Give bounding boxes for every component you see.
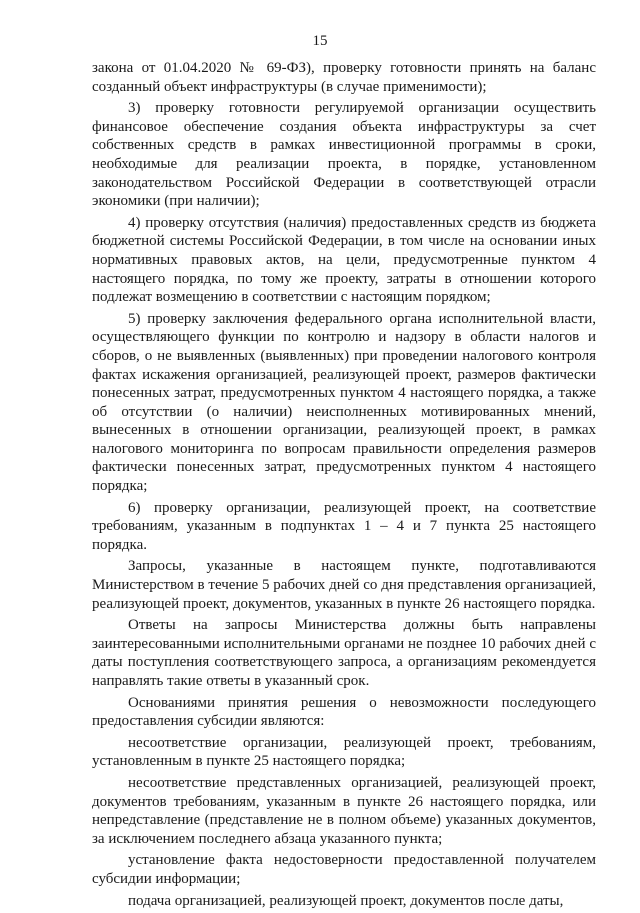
document-body (92, 59, 596, 913)
paragraph: несоответствие представленных организацией, реализующей проект, документов требованиям, указанным в пункте 26 настоящего порядка, или непредставление (представление не в полном объеме) указанных документов, за исключением последнего абзаца указанного пункта; (92, 774, 596, 847)
paragraph: 5) проверку заключения федерального органа исполнительной власти, осуществляющего функции по контролю и надзору в области налогов и сборов, о не выявленных (выявленных) при проведении налогового контроля фактах искажения организацией, реализующей проект, размеров фактически понесенных затрат, предусмотренных пунктом 4 настоящего порядка, а также об отсутствии (о наличии) неисполненных мотивированных мнений, вынесенных в отношении организации, реализующей проект, в рамках налогового мониторинга по вопросам правильности определения размеров фактически понесенных затрат, предусмотренных пунктом 4 настоящего порядка; (92, 310, 596, 495)
paragraph: подача организацией, реализующей проект, документов после даты, (128, 892, 564, 909)
paragraph: Ответы на запросы Министерства должны быть направлены заинтересованными исполнительными органами не позднее 10 рабочих дней с даты поступления соответствующего запроса, а организациям рекомендуется направлять такие ответы в указанный срок. (92, 617, 596, 689)
paragraph: несоответствие организации, реализующей проект, требованиям, установленным в пункте 25 настоящего порядка; (92, 734, 596, 770)
paragraph: закона от 01.04.2020 № 69-ФЗ), проверку готовности принять на баланс созданный объект инфраструктуры (в случае применимости); (92, 60, 596, 95)
paragraph: 4) проверку отсутствия (наличия) предоставленных средств из бюджета бюджетной системы Российской Федерации, в том числе на основании иных нормативных правовых актов, на цели, предусмотренные пунктом 4 настоящего порядка, по тому же проекту, затраты в отношении которого подлежат возмещению в соответствии с настоящим порядком; (92, 214, 596, 306)
paragraph: 6) проверку организации, реализующей проект, на соответствие требованиям, указанным в подпунктах 1 – 4 и 7 пункта 25 настоящего порядка. (92, 499, 596, 553)
page-number: 15 (312, 33, 328, 49)
paragraph: установление факта недостоверности предоставленной получателем субсидии информации; (92, 852, 596, 887)
paragraph: 3) проверку готовности регулируемой организации осуществить финансовое обеспечение создания объекта инфраструктуры за счет собственных средств в рамках инвестиционной программы в сроки, необходимые для реализации проекта, в порядке, установленном законодательством Российской Федерации в соответствующей отрасли экономики (при наличии); (92, 100, 596, 210)
paragraph: Основаниями принятия решения о невозможности последующего предоставления субсидии являются: (92, 694, 596, 730)
paragraph: Запросы, указанные в настоящем пункте, подготавливаются Министерством в течение 5 рабочих дней со дня представления организацией, реализующей проект, документов, указанных в пункте 26 настоящего порядка. (92, 558, 596, 612)
